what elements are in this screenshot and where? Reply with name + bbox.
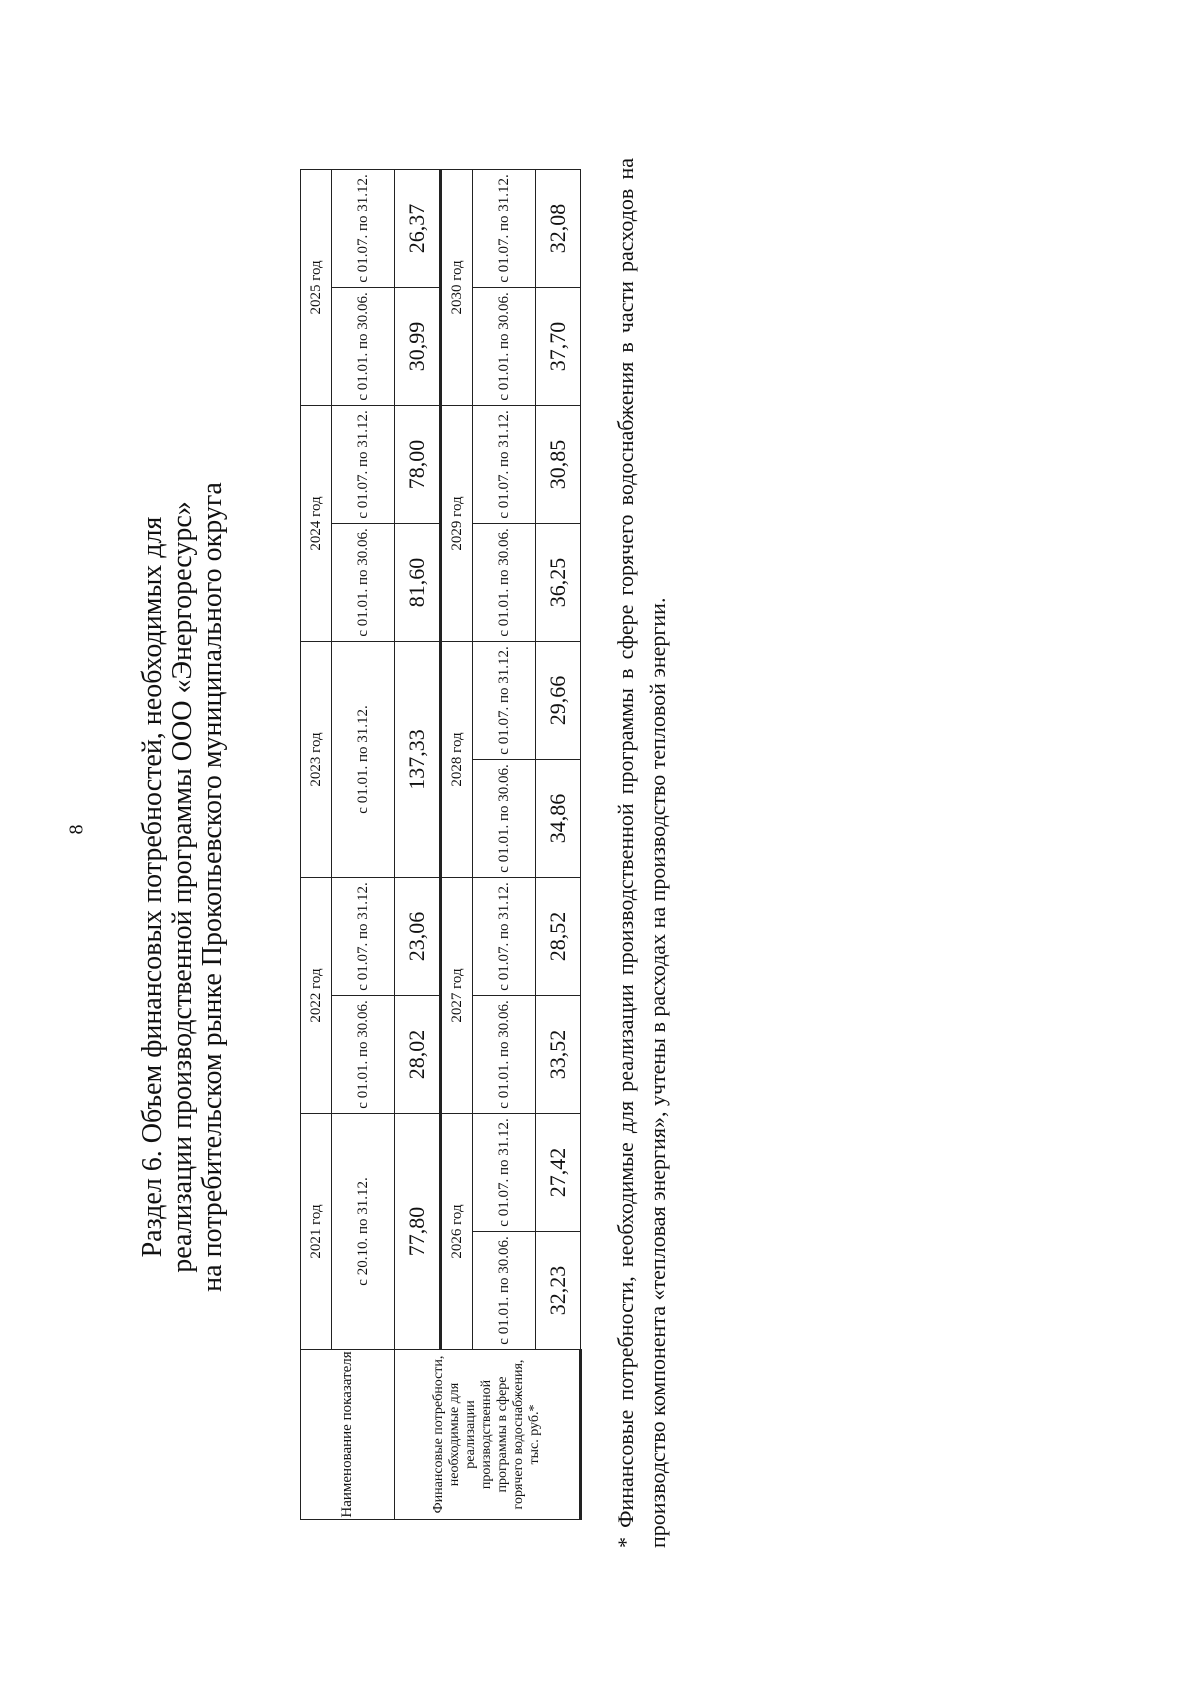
period-cell: с 01.01. по 30.06. [332,523,395,641]
value-cell: 36,25 [536,523,581,641]
indicator-header-cell: Наименование показателя [301,1350,395,1520]
year-cell: 2027 год [441,877,473,1113]
year-cell: 2022 год [301,877,332,1113]
period-cell: с 01.01. по 31.12. [332,641,395,877]
value-cell: 30,85 [536,405,581,523]
heading-line-3: на потребительском рынке Прокопьевского муниципального округа [197,482,228,1292]
period-cell: с 01.07. по 31.12. [473,1113,536,1231]
period-cell: с 01.07. по 31.12. [332,169,395,287]
table-row-years-2 [441,169,473,1519]
table-row-values-2 [536,169,581,1519]
year-cell: 2021 год [301,1113,332,1349]
table-row-periods-2 [473,169,536,1519]
heading-line-2: реализации производственной программы ООО «Энергоресурс» [167,501,198,1273]
value-cell: 29,66 [536,641,581,759]
period-cell: с 01.01. по 30.06. [473,523,536,641]
period-cell: с 01.01. по 30.06. [332,995,395,1113]
value-cell: 30,99 [395,287,441,405]
year-cell: 2024 год [301,405,332,641]
value-cell: 32,08 [536,169,581,287]
period-cell: с 01.01. по 30.06. [473,1232,536,1350]
year-cell: 2026 год [441,1113,473,1349]
table-row-periods-1 [332,169,395,1519]
period-cell: с 01.07. по 31.12. [473,641,536,759]
year-cell: 2025 год [301,169,332,405]
value-cell: 78,00 [395,405,441,523]
value-cell: 26,37 [395,169,441,287]
period-cell: с 01.01. по 30.06. [473,287,536,405]
indicator-name-cell: Финансовые потребности, необходимые для реализации производственной программы в сфере горячего водоснабжения, тыс. руб.* [395,1350,581,1520]
table-row-years-1 [301,169,332,1519]
value-cell: 77,80 [395,1113,441,1349]
value-cell: 33,52 [536,995,581,1113]
value-cell: 32,23 [536,1232,581,1350]
period-cell: с 01.07. по 31.12. [332,877,395,995]
year-cell: 2023 год [301,641,332,877]
period-cell: с 01.07. по 31.12. [473,405,536,523]
period-cell: с 01.01. по 30.06. [332,287,395,405]
page-number: 8 [65,824,88,835]
period-cell: с 01.07. по 31.12. [332,405,395,523]
value-cell: 28,52 [536,877,581,995]
value-cell: 34,86 [536,759,581,877]
value-cell: 28,02 [395,995,441,1113]
year-cell: 2028 год [441,641,473,877]
period-cell: с 20.10. по 31.12. [332,1113,395,1349]
value-cell: 137,33 [395,641,441,877]
year-cell: 2030 год [441,169,473,405]
year-cell: 2029 год [441,405,473,641]
table-row-values-1 [395,169,441,1519]
value-cell: 23,06 [395,877,441,995]
financial-needs-table [300,169,582,1520]
period-cell: с 01.07. по 31.12. [473,877,536,995]
value-cell: 81,60 [395,523,441,641]
period-cell: с 01.07. по 31.12. [473,169,536,287]
heading-line-1: Раздел 6. Объем финансовых потребностей, необходимых для [137,516,168,1258]
section-heading [138,272,228,1502]
footnote: * Финансовые потребности, необходимые для реализации производственной программы в сфере горячего водоснабжения в части расходов на производство компонента «тепловая энергия», учтены в расходах на производство тепловой энергии. [613,158,670,1548]
period-cell: с 01.01. по 30.06. [473,759,536,877]
value-cell: 37,70 [536,287,581,405]
period-cell: с 01.01. по 30.06. [473,995,536,1113]
value-cell: 27,42 [536,1113,581,1231]
